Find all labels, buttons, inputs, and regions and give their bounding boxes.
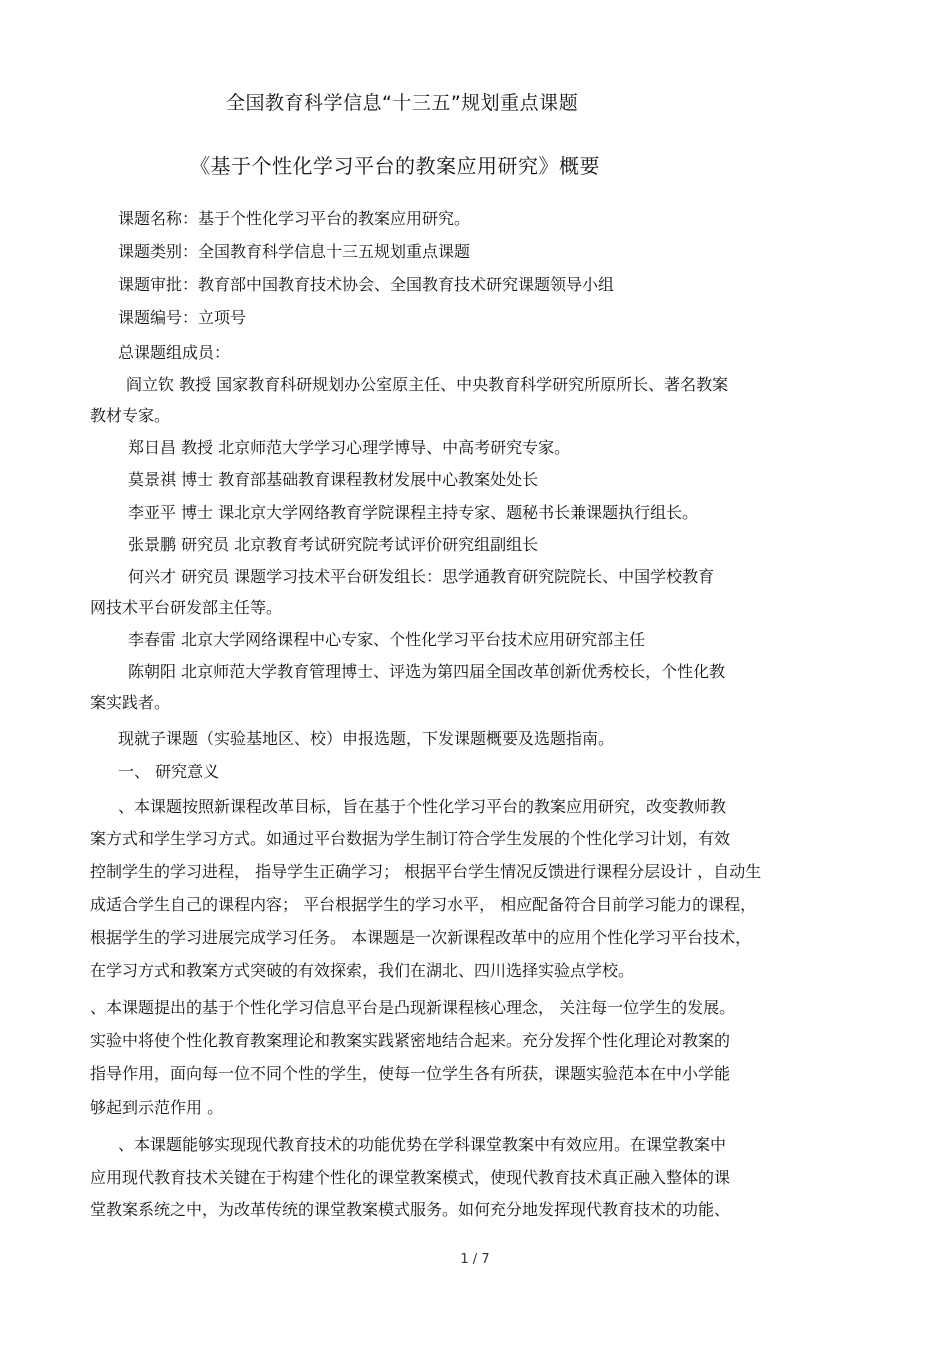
paragraph-line: 、本课题按照新课程改革目标，旨在基于个性化学习平台的教案应用研究，改变教师教 bbox=[118, 797, 727, 816]
member-line: 李春雷 北京大学网络课程中心专家、个性化学习平台技术应用研究部主任 bbox=[128, 630, 646, 649]
paragraph-line: 案方式和学生学习方式。如通过平台数据为学生制订符合学生发展的个性化学习计划，有效 bbox=[90, 829, 731, 848]
info-line: 课题编号：立项号 bbox=[118, 308, 247, 327]
member-line: 何兴才 研究员 课题学习技术平台研发组长：思学通教育研究院院长、中国学校教育 bbox=[128, 567, 715, 586]
info-line: 课题名称：基于个性化学习平台的教案应用研究。 bbox=[118, 209, 471, 228]
paragraph-line: 够起到示范作用 。 bbox=[90, 1098, 224, 1117]
paragraph-line: 在学习方式和教案方式突破的有效探索，我们在湖北、四川选择实验点学校。 bbox=[90, 961, 635, 980]
paragraph-line: 实验中将使个性化教育教案理论和教案实践紧密地结合起来。充分发挥个性化理论对教案的 bbox=[90, 1031, 731, 1050]
paragraph-line: 堂教案系统之中，为改革传统的课堂教案模式服务。如何充分地发挥现代教育技术的功能、 bbox=[90, 1200, 731, 1219]
info-line: 课题审批：教育部中国教育技术协会、全国教育技术研究课题领导小组 bbox=[118, 275, 615, 294]
member-line: 张景鹏 研究员 北京教育考试研究院考试评价研究组副组长 bbox=[128, 535, 539, 554]
paragraph-line: 根据学生的学习进展完成学习任务。 本课题是一次新课程改革中的应用个性化学习平台技术， bbox=[90, 928, 752, 947]
title-line-1: 全国教育科学信息“十三五”规划重点课题 bbox=[226, 92, 579, 114]
member-line: 案实践者。 bbox=[90, 693, 171, 712]
info-line: 总课题组成员： bbox=[118, 343, 231, 362]
member-line: 网技术平台研发部主任等。 bbox=[90, 598, 283, 617]
notice-line: 现就子课题（实验基地区、校）申报选题，下发课题概要及选题指南。 bbox=[118, 729, 615, 748]
member-line: 教材专家。 bbox=[90, 406, 171, 425]
member-line: 郑日昌 教授 北京师范大学学习心理学博导、中高考研究专家。 bbox=[128, 438, 571, 457]
paragraph-line: 指导作用，面向每一位不同个性的学生，使每一位学生各有所获，课题实验范本在中小学能 bbox=[90, 1064, 731, 1083]
page-number: 1 / 7 bbox=[460, 1252, 490, 1267]
paragraph-line: 应用现代教育技术关键在于构建个性化的课堂教案模式，使现代教育技术真正融入整体的课 bbox=[90, 1168, 731, 1187]
paragraph-line: 、本课题提出的基于个性化学习信息平台是凸现新课程核心理念， 关注每一位学生的发展。 bbox=[90, 998, 736, 1017]
section-heading: 一、 研究意义 bbox=[118, 762, 220, 781]
member-line: 阎立钦 教授 国家教育科研规划办公室原主任、中央教育科学研究所原所长、著名教案 bbox=[126, 375, 729, 394]
paragraph-line: 、本课题能够实现现代教育技术的功能优势在学科课堂教案中有效应用。在课堂教案中 bbox=[118, 1135, 727, 1154]
member-line: 莫景祺 博士 教育部基础教育课程教材发展中心教案处处长 bbox=[128, 470, 539, 489]
title-line-2: 《基于个性化学习平台的教案应用研究》概要 bbox=[190, 154, 600, 178]
member-line: 陈朝阳 北京师范大学教育管理博士、评选为第四届全国改革创新优秀校长，个性化教 bbox=[128, 662, 726, 681]
paragraph-line: 成适合学生自己的课程内容； 平台根据学生的学习水平， 相应配备符合目前学习能力的课程， bbox=[90, 895, 757, 914]
info-line: 课题类别：全国教育科学信息十三五规划重点课题 bbox=[118, 242, 471, 261]
member-line: 李亚平 博士 课北京大学网络教育学院课程主持专家、题秘书长兼课题执行组长。 bbox=[128, 503, 699, 522]
paragraph-line: 控制学生的学习进程， 指导学生正确学习； 根据平台学生情况反馈进行课程分层设计 ，自动生 bbox=[90, 862, 762, 881]
